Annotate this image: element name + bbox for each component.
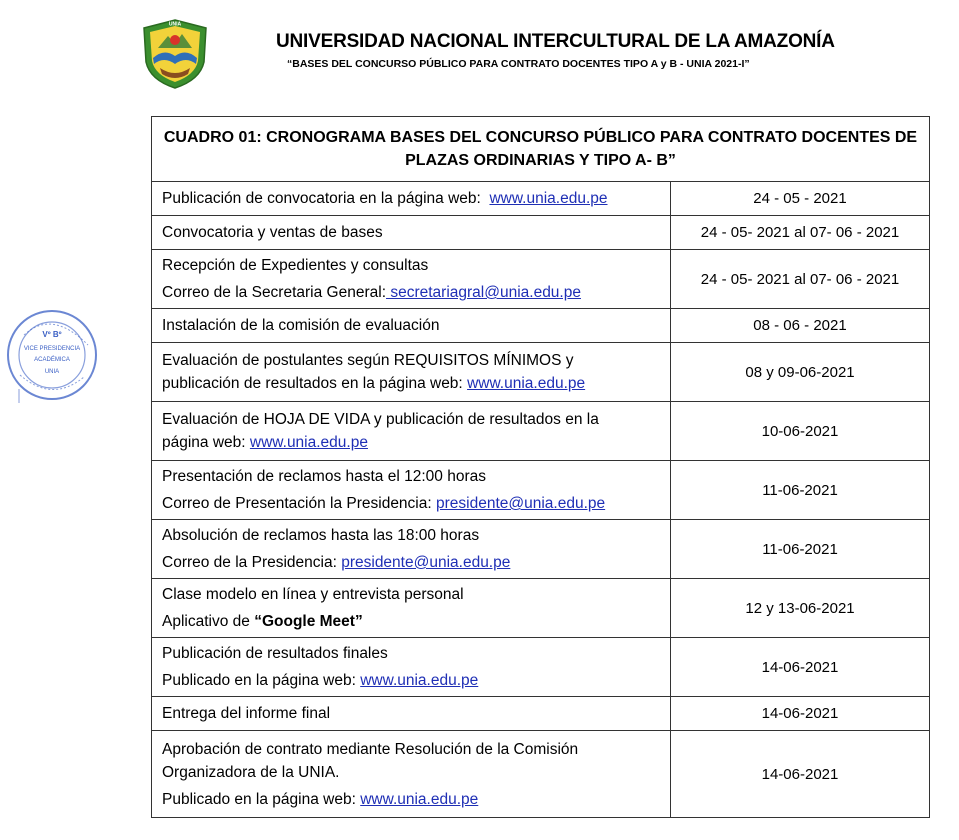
activity-cell xyxy=(152,216,671,250)
university-crest-icon xyxy=(140,18,210,90)
activity-cell xyxy=(152,638,671,697)
date-cell: 11-06-2021 xyxy=(671,461,930,520)
table-row xyxy=(152,579,930,638)
table-row xyxy=(152,182,930,216)
activity-text: Publicado en la página web: xyxy=(162,790,356,808)
page-title: UNIVERSIDAD NACIONAL INTERCULTURAL DE LA AMAZONÍA xyxy=(276,31,835,52)
date-cell: 11-06-2021 xyxy=(671,520,930,579)
logo-text: UNIA xyxy=(168,21,182,28)
activity-text: Organizadora de la UNIA. xyxy=(162,763,340,781)
activity-cell xyxy=(152,182,671,216)
activity-text: Correo de Presentación la Presidencia: xyxy=(162,495,432,512)
table-row xyxy=(152,343,930,402)
table-row xyxy=(152,216,930,250)
stamp-text-3: ACADÉMICA xyxy=(34,357,70,363)
app-name: “Google Meet” xyxy=(254,613,363,630)
table-row xyxy=(152,402,930,461)
activity-text: Presentación de reclamos hasta el 12:00 horas xyxy=(162,468,486,485)
activity-text: Publicado en la página web: xyxy=(162,672,356,689)
web-link[interactable]: www.unia.edu.pe xyxy=(360,790,479,808)
activity-text: Publicación de resultados finales xyxy=(162,645,388,662)
activity-cell xyxy=(152,461,671,520)
web-link[interactable]: www.unia.edu.pe xyxy=(249,434,368,451)
stamp-text-4: UNIA xyxy=(44,369,60,375)
date-cell: 08 - 06 - 2021 xyxy=(671,309,930,343)
table-row xyxy=(152,638,930,697)
activity-text: Evaluación de HOJA DE VIDA y publicación de resultados en la xyxy=(162,411,599,428)
activity-text: Aplicativo de xyxy=(162,613,250,630)
date-cell: 14-06-2021 xyxy=(671,731,930,818)
table-caption-row xyxy=(152,117,930,182)
page-subtitle: “BASES DEL CONCURSO PÚBLICO PARA CONTRATO DOCENTES TIPO A y B - UNIA 2021-I” xyxy=(287,58,750,70)
table-row xyxy=(152,520,930,579)
table-row xyxy=(152,250,930,309)
activity-text: Entrega del informe final xyxy=(162,705,331,722)
date-cell: 08 y 09-06-2021 xyxy=(671,343,930,402)
activity-text: Evaluación de postulantes según REQUISITOS MÍNIMOS y xyxy=(162,352,574,369)
email-link[interactable]: presidente@unia.edu.pe xyxy=(341,554,511,571)
date-cell: 14-06-2021 xyxy=(671,638,930,697)
activity-text: Absolución de reclamos hasta las 18:00 horas xyxy=(162,527,480,544)
activity-text: Correo de la Secretaria General: xyxy=(162,284,387,301)
activity-text: Publicación de convocatoria en la página web: xyxy=(162,190,481,207)
email-link[interactable]: secretariagral@unia.edu.pe xyxy=(386,284,581,301)
table-row xyxy=(152,697,930,731)
table-row xyxy=(152,309,930,343)
date-cell: 12 y 13-06-2021 xyxy=(671,579,930,638)
date-cell: 14-06-2021 xyxy=(671,697,930,731)
activity-cell xyxy=(152,250,671,309)
date-cell: 10-06-2021 xyxy=(671,402,930,461)
activity-text: Clase modelo en línea y entrevista personal xyxy=(162,586,464,603)
date-cell: 24 - 05- 2021 al 07- 06 - 2021 xyxy=(671,216,930,250)
activity-cell xyxy=(152,343,671,402)
activity-text: Convocatoria y ventas de bases xyxy=(162,224,383,241)
stamp-text-1: Vº Bº xyxy=(42,330,62,339)
date-cell: 24 - 05 - 2021 xyxy=(671,182,930,216)
email-link[interactable]: presidente@unia.edu.pe xyxy=(436,495,606,512)
web-link[interactable]: www.unia.edu.pe xyxy=(360,672,479,689)
activity-cell xyxy=(152,697,671,731)
activity-cell xyxy=(152,731,671,818)
web-link[interactable]: www.unia.edu.pe xyxy=(489,190,608,207)
activity-text: página web: xyxy=(162,434,246,451)
activity-cell xyxy=(152,520,671,579)
activity-cell xyxy=(152,402,671,461)
stamp-text-2: VICE PRESIDENCIA xyxy=(23,346,81,352)
date-cell: 24 - 05- 2021 al 07- 06 - 2021 xyxy=(671,250,930,309)
activity-cell xyxy=(152,309,671,343)
activity-cell xyxy=(152,579,671,638)
table-caption: CUADRO 01: CRONOGRAMA BASES DEL CONCURSO PÚBLICO PARA CONTRATO DOCENTES DE PLAZAS ORDINARIAS Y TIPO A- B” xyxy=(152,117,930,182)
schedule-table xyxy=(151,116,930,818)
activity-text: Correo de la Presidencia: xyxy=(162,554,337,571)
approval-stamp-icon xyxy=(2,305,102,405)
activity-text: Aprobación de contrato mediante Resolución de la Comisión xyxy=(162,740,579,758)
table-row xyxy=(152,731,930,818)
activity-text: Recepción de Expedientes y consultas xyxy=(162,257,429,274)
table-row xyxy=(152,461,930,520)
activity-text: publicación de resultados en la página web: xyxy=(162,375,463,392)
web-link[interactable]: www.unia.edu.pe xyxy=(467,375,586,392)
activity-text: Instalación de la comisión de evaluación xyxy=(162,317,440,334)
